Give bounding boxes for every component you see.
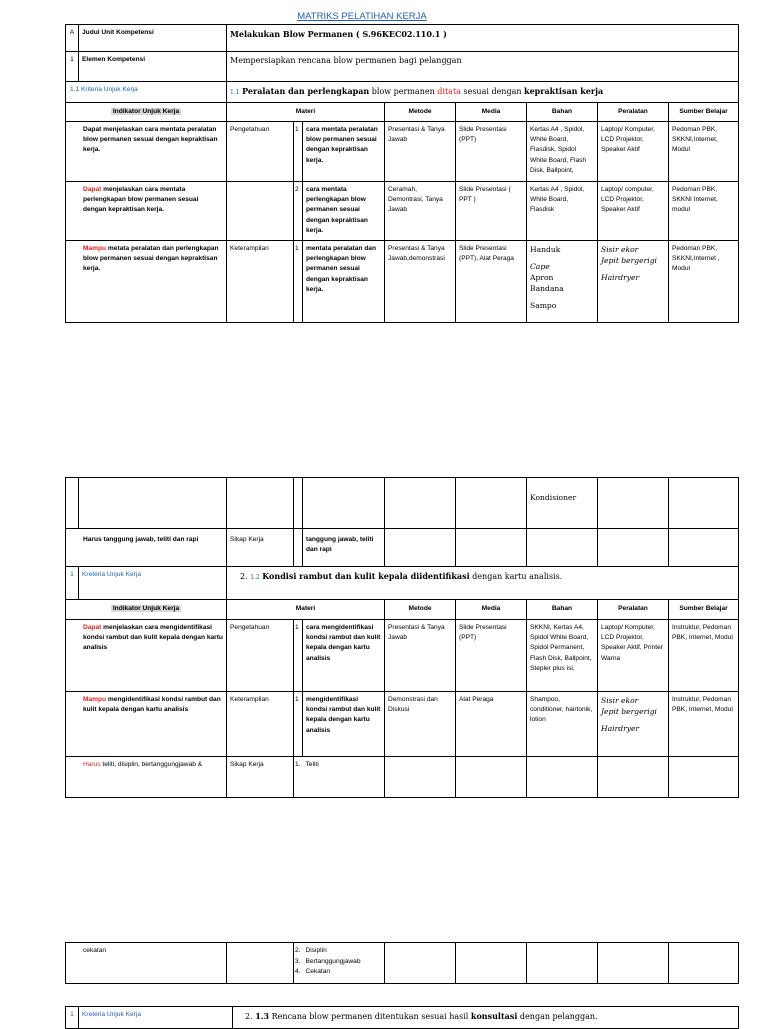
kuk-text-bold: Peralatan dan perlengkapan [242,86,370,96]
kuk-label: Kreteria Unjuk Kerja [79,567,227,600]
bahan-cell: Kertas A4 , Spidol, White Board, Flasdisk [527,182,598,241]
header-bahan: Bahan [527,600,598,620]
peralatan-cell: Laptop/ Komputer, LCD Projektor, Speaker Aktif, Printer Warna [598,620,669,692]
peralatan-item: Jepit bergerigi [601,256,657,266]
kuk-value [227,567,739,600]
bahan-item: Cape [530,262,550,272]
list-item: Bertanggungjawab [305,957,361,965]
peralatan-cell [598,241,669,323]
kuk-row [66,567,739,600]
peralatan-item: Hairdryer [601,724,640,733]
kuk-sub: 1.2 [250,574,260,581]
materi-cell: tanggung jawab, teliti dan rapi [303,529,385,567]
materi-cell: cara mentata perlengkapan blow permanen sesuai dengan kepraktisan kerja. [303,182,385,241]
peralatan-item: Jepit bergerigi [601,707,657,716]
metode-cell: Ceramah, Demontrasi, Tanya Jawab [385,182,456,241]
header-media: Media [456,102,527,121]
indicator-cell: Dapat menjelaskan cara mentata peralatan blow permanen sesuai dengan kepraktisan kerja. [66,122,227,182]
sumber-cell: Instruktur, Pedoman PBK, Internet, Modul [669,620,739,692]
header-materi: Materi [227,600,385,620]
metode-cell: Presentasi & Tanya Jawab [385,620,456,692]
kuk-text: sesuai dengan [460,87,525,96]
row-label: Elemen Kompetensi [79,52,227,82]
list-item: Disiplin [305,947,327,954]
materi-type: Keterampilan [227,241,294,323]
materi-number: 2 [294,182,303,241]
header-peralatan: Peralatan [598,600,669,620]
metode-cell: Presentasi & Tanya Jawab [385,122,456,182]
sumber-cell: Pedoman PBK, SKKNI,Internet , Modul [669,241,739,323]
row-code: A [66,25,79,52]
table-row [66,620,739,692]
materi-cell: Teliti [303,757,385,798]
metode-cell: Demonstrasi dan Diskusi [385,692,456,757]
kuk-row [66,1007,739,1029]
media-cell: Slide Presentasi (PPT) [456,620,527,692]
peralatan-cell [598,692,669,757]
header-indikator: Indikator Unjuk Kerja [66,102,227,121]
materi-cell: cara mengidentifikasi kondsi rambut dan kulit kepala dengan kartu analisis [303,620,385,692]
table-row [66,943,739,984]
indicator-cell: Mampu metata peralatan dan perlengkapan blow permanen sesuai dengan kepraktisan kerja. [66,241,227,323]
media-cell: Slide Presentasi (PPT) [456,122,527,182]
materi-cell [303,943,385,984]
materi-type: Pengetahuan [227,122,294,182]
indicator-cell: Mampu mengidentifikasi kondsi rambut dan kulit kepala dengan kartu analisis [66,692,227,757]
kuk-sub: 1.3 [255,1011,270,1021]
table-row [66,122,739,182]
kuk-text-bold: konsultasi [470,1011,518,1021]
sumber-cell: Instruktur, Pedoman PBK, Internet, Modul [669,692,739,757]
header-metode: Metode [385,102,456,121]
bahan-item: Handuk [530,245,561,255]
kuk-value [233,1007,739,1029]
materi-number: 1 [294,620,303,692]
materi-cell: mengidentifikasi kondsi rambut dan kulit kepala dengan kartu analisis [303,692,385,757]
materi-type: Pengetahuan [227,620,294,692]
peralatan-cell: Laptop/ computer, LCD Projektor, Speaker Aktif [598,182,669,241]
indicator-cell: cekatan [66,943,227,984]
sumber-cell: Pedoman PBK, SKKNI Internet, modul [669,182,739,241]
bahan-cell: SKKNI, Kertas A4, Spidol White Board, Spidol Permanent, Flash Disk, Ballpoint, Stepler plus isi, [527,620,598,692]
kuk-num: 2. [245,1012,253,1021]
kuk-row [66,82,739,103]
materi-number: 1 [294,692,303,757]
row-code: 1 [66,1007,79,1029]
matrix-table-3 [65,942,739,984]
kuk-text: blow permanen [369,87,438,96]
kuk-text: Rencana blow permanen ditentukan sesuai hasil [271,1012,471,1021]
indicator-cell: Harus tanggung jawab, teliti dan rapi [66,529,227,567]
sumber-cell: Pedoman PBK, SKKNI,Internet, Modul [669,122,739,182]
kuk-label-text: Kriteria Unjuk Kerja [81,86,138,93]
kuk-code: 1.1 [70,86,80,93]
row-label: Judul Unit Kompetensi [79,25,227,52]
materi-number: 2. 3. 4. [294,943,303,984]
header-sumber: Sumber Belajar [669,102,739,121]
kuk-text: dengan kartu analisis. [469,572,563,581]
kuk-num: 1.1 [230,89,240,96]
peralatan-cell: Laptop/ Komputer, LCD Projektor, Speaker Aktif [598,122,669,182]
header-bahan: Bahan [527,102,598,121]
header-materi: Materi [227,102,385,121]
peralatan-item: Sisir ekor [601,245,639,255]
table-row [66,692,739,757]
indicator-cell: Dapat menjelaskan cara mentata perlengkapan blow permanen sesuai dengan kepraktisan kerja. [66,182,227,241]
unit-title-row [66,25,739,52]
materi-type: Keterampilan [227,692,294,757]
kuk-text: dengan pelanggan. [517,1012,598,1021]
bahan-cell: Kertas A4 , Spidol, White Board, Flasdisk, Spidol White Board, Flash Disk, Ballpoint, [527,122,598,182]
materi-number: 1 [294,241,303,323]
kuk-label [66,82,227,103]
media-cell: Slide Presentasi (PPT), Alat Peraga [456,241,527,323]
metode-cell: Presentasi & Tanya Jawab,demonstrasi [385,241,456,323]
media-cell: Slide Presentasi ( PPT ) [456,182,527,241]
indicator-cell: Harus teliti, disiplin, bertanggungjawab & [66,757,227,798]
kuk-value [227,82,739,103]
unit-title-value: Melakukan Blow Permanen ( S.96KEC02.110.1 ) [227,25,739,52]
matrix-table-1 [65,24,739,323]
table-row [66,478,739,529]
bahan-item: Sampo [530,301,557,311]
media-cell: Alat Peraga [456,692,527,757]
header-peralatan: Peralatan [598,102,669,121]
kuk-label: Kreteria Unjuk Kerja [79,1007,233,1029]
peralatan-item: Sisir ekor [601,696,639,705]
materi-cell: cara mentata peralatan blow permanen sesuai dengan kepraktisan kerja. [303,122,385,182]
kuk-text-bold: kepraktisan kerja [524,86,604,96]
materi-number: 1. [294,757,303,798]
bahan-item: Apron [530,273,554,283]
bahan-cell [527,241,598,323]
peralatan-item: Hairdryer [601,273,640,283]
row-code: 1 [66,567,79,600]
header-indikator: Indikator Unjuk Kerja [66,600,227,620]
indicator-cell: Dapat menjelaskan cara mengidentifikasi kondsi rambut dan kulit kepala dengan kartu analisis [66,620,227,692]
kuk-text-red: ditata [437,87,461,96]
kuk-text-bold: Kondisi rambut dan kulit kepala diidentifikasi [262,571,470,581]
list-item: Cekatan [305,968,331,976]
materi-type: Sikap Kerja [227,757,294,798]
table-row [66,241,739,323]
matrix-table-4 [65,1006,739,1029]
bahan-cell: Kondisioner [527,478,598,529]
element-row [66,52,739,82]
page-title: MATRIKS PELATIHAN KERJA [297,11,427,22]
bahan-cell: Shampoo, conditioner, hairtonik, lotion [527,692,598,757]
header-sumber: Sumber Belajar [669,600,739,620]
header-row [66,102,739,121]
materi-type [227,182,294,241]
table-row [66,182,739,241]
table-row [66,529,739,567]
header-media: Media [456,600,527,620]
row-code: 1 [66,52,79,82]
kuk-num: 2. [240,572,248,581]
bahan-item: Bandana [530,284,564,294]
header-metode: Metode [385,600,456,620]
matrix-table-2 [65,477,739,798]
materi-type: Sikap Kerja [227,529,294,567]
element-value: Mempersiapkan rencana blow permanen bagi pelanggan [227,52,739,82]
header-row [66,600,739,620]
table-row [66,757,739,798]
materi-cell: mentata peralatan dan perlengkapan blow permanen sesuai dengan kepraktisan kerja. [303,241,385,323]
materi-number: 1 [294,122,303,182]
